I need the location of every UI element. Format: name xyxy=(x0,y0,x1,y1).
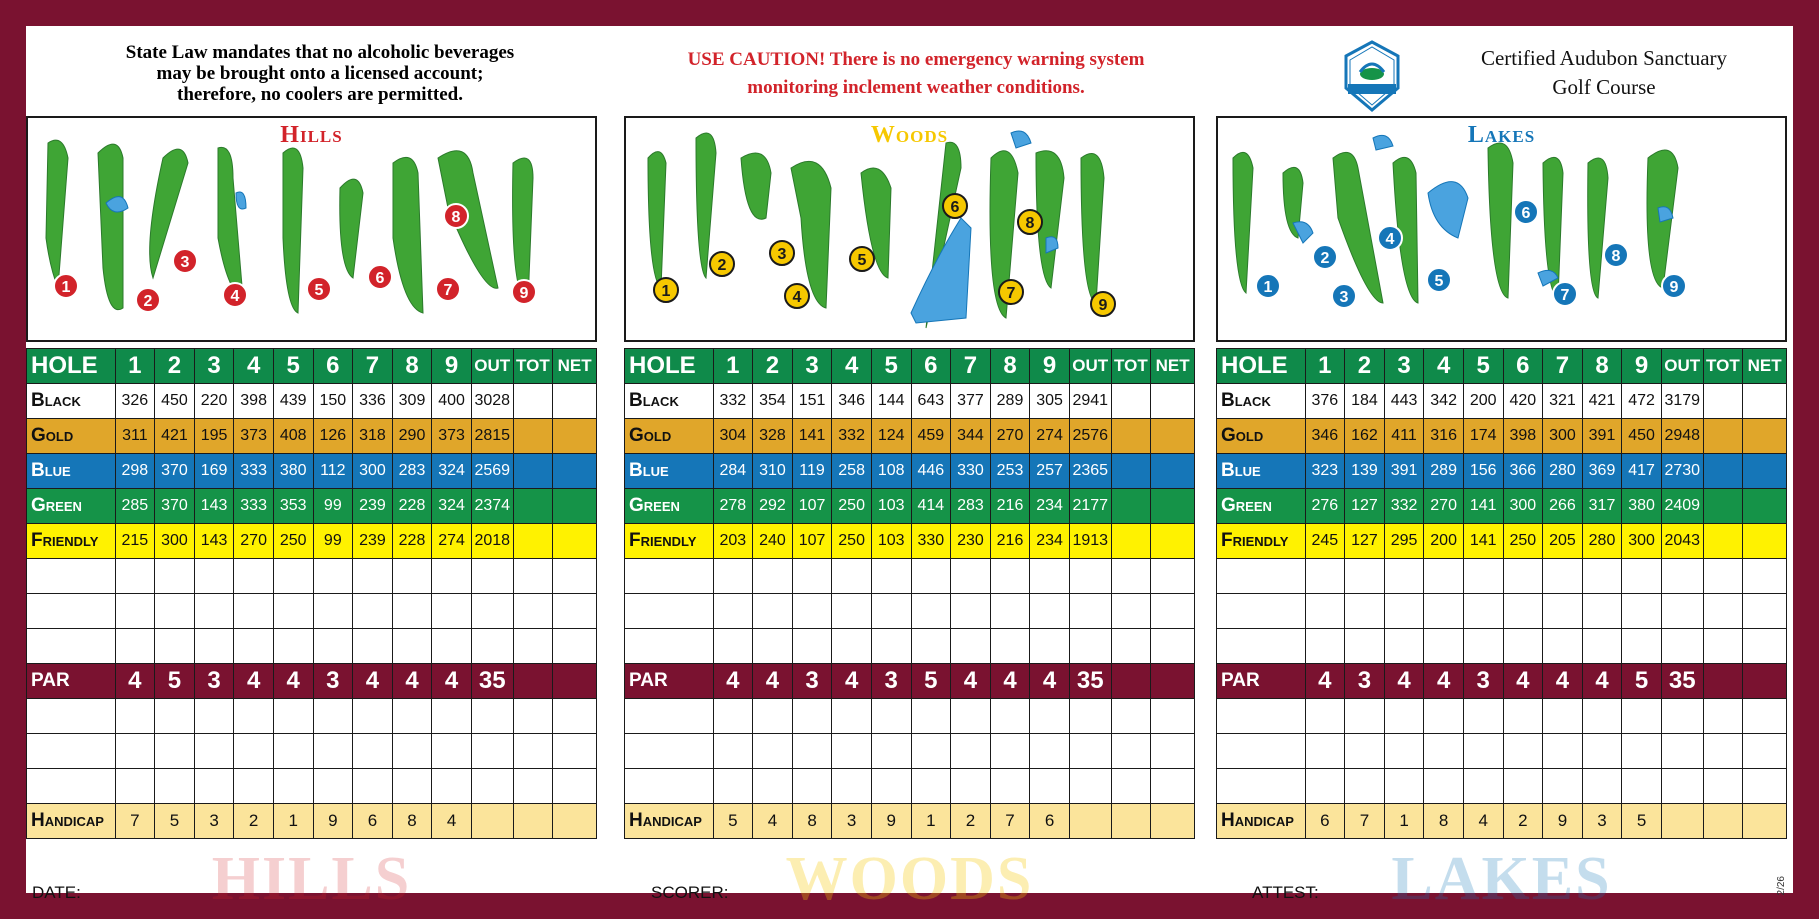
player-score-row[interactable] xyxy=(1217,734,1787,769)
hole-marker-icon xyxy=(444,204,468,228)
black-tee-row: Black 376 184 443 342 200 420 321 421 472 3179 xyxy=(1217,384,1787,419)
hole-marker-icon xyxy=(1091,292,1115,316)
hole-number: 7 xyxy=(1006,285,1016,302)
hole-marker-icon xyxy=(1662,274,1686,298)
player-score-row[interactable] xyxy=(27,559,597,594)
scorecard xyxy=(26,26,1793,913)
nine-title: Woods xyxy=(870,122,949,148)
hole-marker-icon xyxy=(710,252,734,276)
hole-marker-icon xyxy=(173,249,197,273)
hole-marker-icon xyxy=(770,241,794,265)
hole-number: 1 xyxy=(61,279,71,296)
hole-number: 2 xyxy=(143,293,153,310)
alcohol-notice: State Law mandates that no alcoholic beverages may be brought onto a licensed account; therefore, no coolers are permitted. xyxy=(125,42,515,105)
hole-number: 4 xyxy=(230,288,240,305)
handicap-row: Handicap 7 5 3 2 1 9 6 8 4 xyxy=(27,804,597,839)
player-score-row[interactable] xyxy=(625,734,1195,769)
lakes-course-map xyxy=(1216,116,1787,342)
nine-title: Hills xyxy=(280,122,343,148)
player-score-row[interactable] xyxy=(625,559,1195,594)
hole-number: 4 xyxy=(1385,231,1395,248)
black-tee-row: Black 332 354 151 346 144 643 377 289 305 2941 xyxy=(625,384,1195,419)
gold-tee-row: Gold 311 421 195 373 408 126 318 290 373 2815 xyxy=(27,419,597,454)
hole-marker-icon xyxy=(436,277,460,301)
hole-number: 9 xyxy=(1098,297,1108,314)
hills-scorecard-table: HOLE 1 2 3 4 5 6 7 8 9 OUT TOT NET Black 326 450 220 398 439 150 336 309 400 3028 Gold 311 421 195 373 408 126 318 290 373 2815 Blue 298 370 169 333 380 112 300 283 324 2569 Green 285 370 143 333 353 99 239 228 324 2374 Friendly 215 300 143 270 250 99 239 228 274 2018 PAR 4 5 3 4 4 3 4 4 4 35 Handicap 7 5 3 2 1 9 6 8 4 xyxy=(26,348,597,839)
player-score-row[interactable] xyxy=(625,769,1195,804)
player-score-row[interactable] xyxy=(625,594,1195,629)
green-tee-row: Green 276 127 332 270 141 300 266 317 380 2409 xyxy=(1217,489,1787,524)
blue-tee-row: Blue 323 139 391 289 156 366 280 369 417 2730 xyxy=(1217,454,1787,489)
hole-number: 6 xyxy=(1521,205,1531,222)
scorer-field[interactable]: SCORER: xyxy=(651,883,729,902)
hole-marker-icon xyxy=(654,278,678,302)
hole-number: 9 xyxy=(519,285,529,302)
hole-number: 9 xyxy=(1669,279,1679,296)
hole-marker-icon xyxy=(368,265,392,289)
hole-marker-icon xyxy=(1427,268,1451,292)
hole-marker-icon xyxy=(512,280,536,304)
hole-marker-icon xyxy=(1604,243,1628,267)
hole-marker-icon xyxy=(1018,210,1042,234)
hole-marker-icon xyxy=(307,277,331,301)
hole-number: 3 xyxy=(180,254,190,271)
hole-number: 6 xyxy=(375,270,385,287)
lakes-scorecard-table: HOLE 1 2 3 4 5 6 7 8 9 OUT TOT NET Black 376 184 443 342 200 420 321 421 472 3179 Gold 346 162 411 316 174 398 300 391 450 2948 Blue 323 139 391 289 156 366 280 369 417 2730 Green 276 127 332 270 141 300 266 317 380 2409 Friendly 245 127 295 200 141 250 205 280 300 2043 PAR 4 3 4 4 3 4 4 4 5 35 Handicap 6 7 1 8 4 2 9 3 5 xyxy=(1216,348,1787,839)
hole-number: 5 xyxy=(1434,273,1444,290)
hole-marker-icon xyxy=(1256,274,1280,298)
lakes-watermark: LAKES xyxy=(1391,845,1612,913)
hole-marker-icon xyxy=(943,194,967,218)
player-score-row[interactable] xyxy=(27,629,597,664)
woods-watermark: WOODS xyxy=(785,845,1034,913)
player-score-row[interactable] xyxy=(625,629,1195,664)
hole-number: 2 xyxy=(717,257,727,274)
handicap-row: Handicap 6 7 1 8 4 2 9 3 5 xyxy=(1217,804,1787,839)
friendly-tee-row: Friendly 203 240 107 250 103 330 230 216 234 1913 xyxy=(625,524,1195,559)
player-score-row[interactable] xyxy=(1217,559,1787,594)
gold-tee-row: Gold 304 328 141 332 124 459 344 270 274 2576 xyxy=(625,419,1195,454)
print-code: 2/26 xyxy=(1776,876,1787,896)
hole-number: 3 xyxy=(1339,289,1349,306)
handicap-row: Handicap 5 4 8 3 9 1 2 7 6 xyxy=(625,804,1195,839)
hole-number: 8 xyxy=(1611,248,1621,265)
player-score-row[interactable] xyxy=(27,769,597,804)
hole-number: 5 xyxy=(314,282,324,299)
par-row: PAR 4 4 3 4 3 5 4 4 4 35 xyxy=(625,664,1195,699)
hole-marker-icon xyxy=(999,280,1023,304)
blue-tee-row: Blue 298 370 169 333 380 112 300 283 324 2569 xyxy=(27,454,597,489)
friendly-tee-row: Friendly 245 127 295 200 141 250 205 280 300 2043 xyxy=(1217,524,1787,559)
hole-number: 7 xyxy=(443,282,453,299)
hills-hole-layout xyxy=(28,118,595,340)
audubon-certification: Certified Audubon Sanctuary Golf Course xyxy=(1480,46,1728,99)
player-score-row[interactable] xyxy=(1217,699,1787,734)
green-tee-row: Green 278 292 107 250 103 414 283 216 234 2177 xyxy=(625,489,1195,524)
hole-marker-icon xyxy=(850,247,874,271)
player-score-row[interactable] xyxy=(1217,594,1787,629)
woods-scorecard-table: HOLE 1 2 3 4 5 6 7 8 9 OUT TOT NET Black 332 354 151 346 144 643 377 289 305 2941 Gold 304 328 141 332 124 459 344 270 274 2576 Blue 284 310 119 258 108 446 330 253 257 2365 Green 278 292 107 250 103 414 283 216 234 2177 Friendly 203 240 107 250 103 330 230 216 234 1913 PAR 4 4 3 4 3 5 4 4 4 35 Handicap 5 4 8 3 9 1 2 7 6 xyxy=(624,348,1195,839)
hole-number: 5 xyxy=(857,252,867,269)
woods-hole-layout xyxy=(626,118,1193,340)
hole-marker-icon xyxy=(1332,284,1356,308)
hole-number: 8 xyxy=(451,209,461,226)
par-row: PAR 4 3 4 4 3 4 4 4 5 35 xyxy=(1217,664,1787,699)
hole-label: HOLE xyxy=(1217,349,1306,384)
attest-field[interactable]: ATTEST: xyxy=(1252,883,1319,902)
hole-number: 6 xyxy=(950,199,960,216)
hole-number: 3 xyxy=(777,246,787,263)
player-score-row[interactable] xyxy=(625,699,1195,734)
hole-label: HOLE xyxy=(27,349,116,384)
hole-marker-icon xyxy=(223,283,247,307)
par-row: PAR 4 5 3 4 4 3 4 4 4 35 xyxy=(27,664,597,699)
blue-tee-row: Blue 284 310 119 258 108 446 330 253 257 2365 xyxy=(625,454,1195,489)
hole-marker-icon xyxy=(54,274,78,298)
hole-number: 8 xyxy=(1025,215,1035,232)
hole-marker-icon xyxy=(1313,245,1337,269)
hills-course-map xyxy=(26,116,597,342)
green-tee-row: Green 285 370 143 333 353 99 239 228 324 2374 xyxy=(27,489,597,524)
player-score-row[interactable] xyxy=(27,699,597,734)
friendly-tee-row: Friendly 215 300 143 270 250 99 239 228 274 2018 xyxy=(27,524,597,559)
player-score-row[interactable] xyxy=(1217,629,1787,664)
hole-number: 1 xyxy=(1263,279,1273,296)
hole-marker-icon xyxy=(1553,282,1577,306)
hole-marker-icon xyxy=(1378,226,1402,250)
woods-course-map xyxy=(624,116,1195,342)
gold-tee-row: Gold 346 162 411 316 174 398 300 391 450 2948 xyxy=(1217,419,1787,454)
hole-number: 7 xyxy=(1560,287,1570,304)
hole-number: 4 xyxy=(792,289,802,306)
hole-marker-icon xyxy=(785,284,809,308)
weather-caution-notice: USE CAUTION! There is no emergency warning system monitoring inclement weather conditions. xyxy=(687,49,1145,98)
hole-number: 2 xyxy=(1320,250,1330,267)
date-field[interactable]: DATE: xyxy=(32,883,81,902)
hole-marker-icon xyxy=(136,288,160,312)
lakes-hole-layout xyxy=(1218,118,1785,340)
player-score-row[interactable] xyxy=(27,594,597,629)
player-score-row[interactable] xyxy=(27,734,597,769)
hills-watermark: HILLS xyxy=(211,845,412,913)
hole-marker-icon xyxy=(1514,200,1538,224)
hole-label: HOLE xyxy=(625,349,714,384)
player-score-row[interactable] xyxy=(1217,769,1787,804)
audubon-seal-icon xyxy=(1332,38,1412,114)
hole-number: 1 xyxy=(661,283,671,300)
nine-title: Lakes xyxy=(1467,122,1536,148)
black-tee-row: Black 326 450 220 398 439 150 336 309 400 3028 xyxy=(27,384,597,419)
